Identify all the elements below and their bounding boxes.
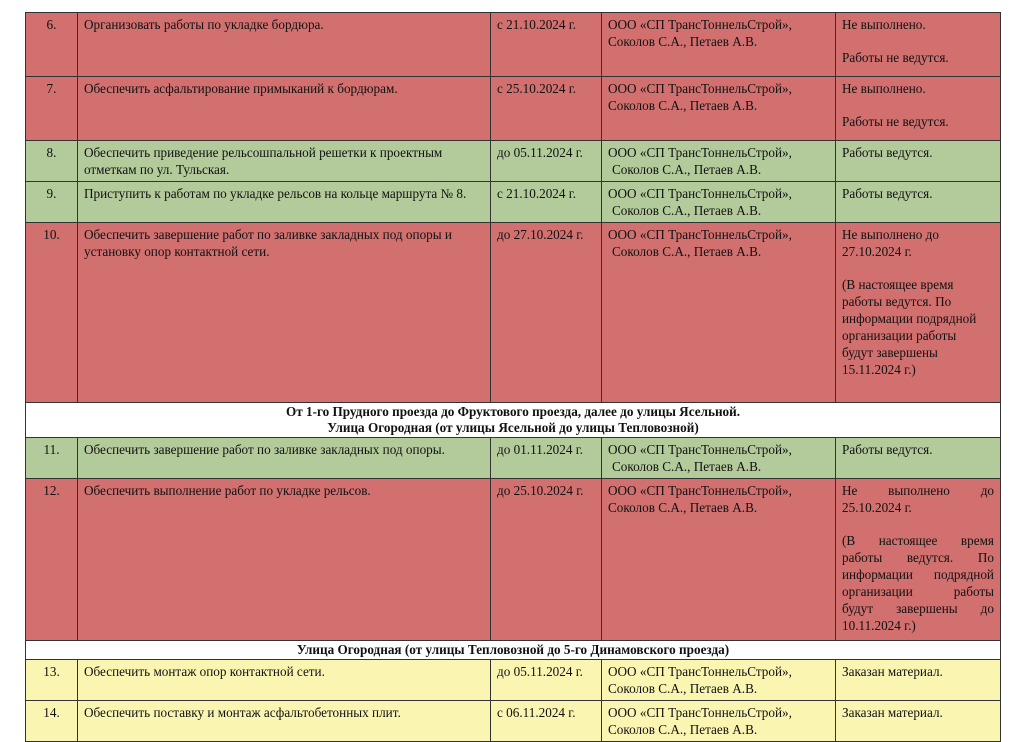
- executor: [602, 660, 836, 701]
- deadline: до 05.11.2024 г.: [491, 660, 602, 701]
- executor-org: ООО «СП ТрансТоннельСтрой»,: [608, 145, 792, 160]
- status: [836, 660, 1001, 701]
- row-number: 7.: [26, 77, 78, 141]
- status-note: Работы не ведутся.: [842, 114, 949, 129]
- executor-org: ООО «СП ТрансТоннельСтрой»,: [608, 664, 792, 679]
- executor-persons: Соколов С.А., Петаев А.В.: [608, 722, 758, 737]
- status-text: 25.10.2024 г.: [842, 500, 912, 515]
- executor: [602, 141, 836, 182]
- status-note: (В настоящее время: [842, 533, 994, 548]
- status: [836, 223, 1001, 403]
- deadline: с 21.10.2024 г.: [491, 13, 602, 77]
- status-note: информации подрядной: [842, 311, 977, 326]
- deadline: до 25.10.2024 г.: [491, 479, 602, 641]
- status: [836, 182, 1001, 223]
- status-note: Работы не ведутся.: [842, 50, 949, 65]
- section-title-line: От 1-го Прудного проезда до Фруктового проезда, далее до улицы Ясельной.: [285, 404, 741, 419]
- status-text: 27.10.2024 г.: [842, 244, 912, 259]
- row-number: 10.: [26, 223, 78, 403]
- status-note: будут завершены до: [842, 601, 994, 616]
- status-note: (В настоящее время: [842, 277, 954, 292]
- task-text: Обеспечить завершение работ по заливке закладных под опоры и установку опор контактной сети.: [78, 223, 491, 403]
- task-text: Приступить к работам по укладке рельсов на кольце маршрута № 8.: [78, 182, 491, 223]
- executor: [602, 701, 836, 742]
- status-text: Заказан материал.: [842, 705, 943, 720]
- status: [836, 479, 1001, 641]
- row-number: 11.: [26, 438, 78, 479]
- executor-persons: Соколов С.А., Петаев А.В.: [612, 244, 762, 259]
- status-text: Не выполнено до: [842, 227, 939, 242]
- status: [836, 141, 1001, 182]
- status-note: организации работы: [842, 328, 957, 343]
- deadline: с 21.10.2024 г.: [491, 182, 602, 223]
- task-text: Обеспечить асфальтирование примыканий к бордюрам.: [78, 77, 491, 141]
- status-text: Работы ведутся.: [842, 442, 933, 457]
- executor: [602, 13, 836, 77]
- tasks-table: [25, 12, 1001, 742]
- executor-org: ООО «СП ТрансТоннельСтрой»,: [608, 483, 792, 498]
- executor: [602, 479, 836, 641]
- table-row: [26, 701, 1001, 742]
- executor-org: ООО «СП ТрансТоннельСтрой»,: [608, 81, 792, 96]
- executor-persons: Соколов С.А., Петаев А.В.: [612, 162, 762, 177]
- row-number: 13.: [26, 660, 78, 701]
- table-row: [26, 182, 1001, 223]
- executor: [602, 438, 836, 479]
- deadline: с 25.10.2024 г.: [491, 77, 602, 141]
- status-text: Работы ведутся.: [842, 186, 933, 201]
- status-note: 10.11.2024 г.): [842, 618, 916, 633]
- task-text: Обеспечить выполнение работ по укладке рельсов.: [78, 479, 491, 641]
- deadline: до 27.10.2024 г.: [491, 223, 602, 403]
- deadline: до 05.11.2024 г.: [491, 141, 602, 182]
- executor-org: ООО «СП ТрансТоннельСтрой»,: [608, 17, 792, 32]
- executor-persons: Соколов С.А., Петаев А.В.: [612, 459, 762, 474]
- row-number: 6.: [26, 13, 78, 77]
- section-title: [26, 641, 1001, 660]
- table-row: [26, 438, 1001, 479]
- status-note: будут завершены: [842, 345, 938, 360]
- task-text: Обеспечить приведение рельсошпальной решетки к проектным отметкам по ул. Тульская.: [78, 141, 491, 182]
- section-header: [26, 403, 1001, 438]
- executor: [602, 223, 836, 403]
- row-number: 12.: [26, 479, 78, 641]
- deadline: с 06.11.2024 г.: [491, 701, 602, 742]
- status-text: Не выполнено до: [842, 483, 994, 498]
- status-note: 15.11.2024 г.): [842, 362, 916, 377]
- table-row: [26, 77, 1001, 141]
- status-note: работы ведутся. По: [842, 294, 952, 309]
- status-note: работы ведутся. По: [842, 550, 994, 565]
- status-note: информации подрядной: [842, 567, 994, 582]
- executor-org: ООО «СП ТрансТоннельСтрой»,: [608, 705, 792, 720]
- status: [836, 13, 1001, 77]
- task-text: Обеспечить поставку и монтаж асфальтобетонных плит.: [78, 701, 491, 742]
- section-title: [26, 403, 1001, 438]
- status-text: Заказан материал.: [842, 664, 943, 679]
- status: [836, 438, 1001, 479]
- section-header: [26, 641, 1001, 660]
- status: [836, 701, 1001, 742]
- section-title-line: Улица Огородная (от улицы Ясельной до улицы Тепловозной): [327, 420, 699, 435]
- status-text: Не выполнено.: [842, 17, 926, 32]
- row-number: 14.: [26, 701, 78, 742]
- table-row: [26, 141, 1001, 182]
- task-text: Организовать работы по укладке бордюра.: [78, 13, 491, 77]
- row-number: 9.: [26, 182, 78, 223]
- executor-org: ООО «СП ТрансТоннельСтрой»,: [608, 227, 792, 242]
- row-number: 8.: [26, 141, 78, 182]
- task-text: Обеспечить завершение работ по заливке закладных под опоры.: [78, 438, 491, 479]
- executor: [602, 77, 836, 141]
- task-text: Обеспечить монтаж опор контактной сети.: [78, 660, 491, 701]
- table-row: [26, 13, 1001, 77]
- executor-persons: Соколов С.А., Петаев А.В.: [608, 681, 758, 696]
- executor: [602, 182, 836, 223]
- table-row: [26, 660, 1001, 701]
- table-row: [26, 479, 1001, 641]
- executor-org: ООО «СП ТрансТоннельСтрой»,: [608, 442, 792, 457]
- status: [836, 77, 1001, 141]
- executor-persons: Соколов С.А., Петаев А.В.: [612, 203, 762, 218]
- executor-persons: Соколов С.А., Петаев А.В.: [608, 34, 758, 49]
- status-text: Не выполнено.: [842, 81, 926, 96]
- status-text: Работы ведутся.: [842, 145, 933, 160]
- status-note: организации работы: [842, 584, 994, 599]
- executor-persons: Соколов С.А., Петаев А.В.: [608, 500, 758, 515]
- executor-persons: Соколов С.А., Петаев А.В.: [608, 98, 758, 113]
- executor-org: ООО «СП ТрансТоннельСтрой»,: [608, 186, 792, 201]
- deadline: до 01.11.2024 г.: [491, 438, 602, 479]
- table-row: [26, 223, 1001, 403]
- section-title-line: Улица Огородная (от улицы Тепловозной до 5-го Динамовского проезда): [296, 642, 730, 657]
